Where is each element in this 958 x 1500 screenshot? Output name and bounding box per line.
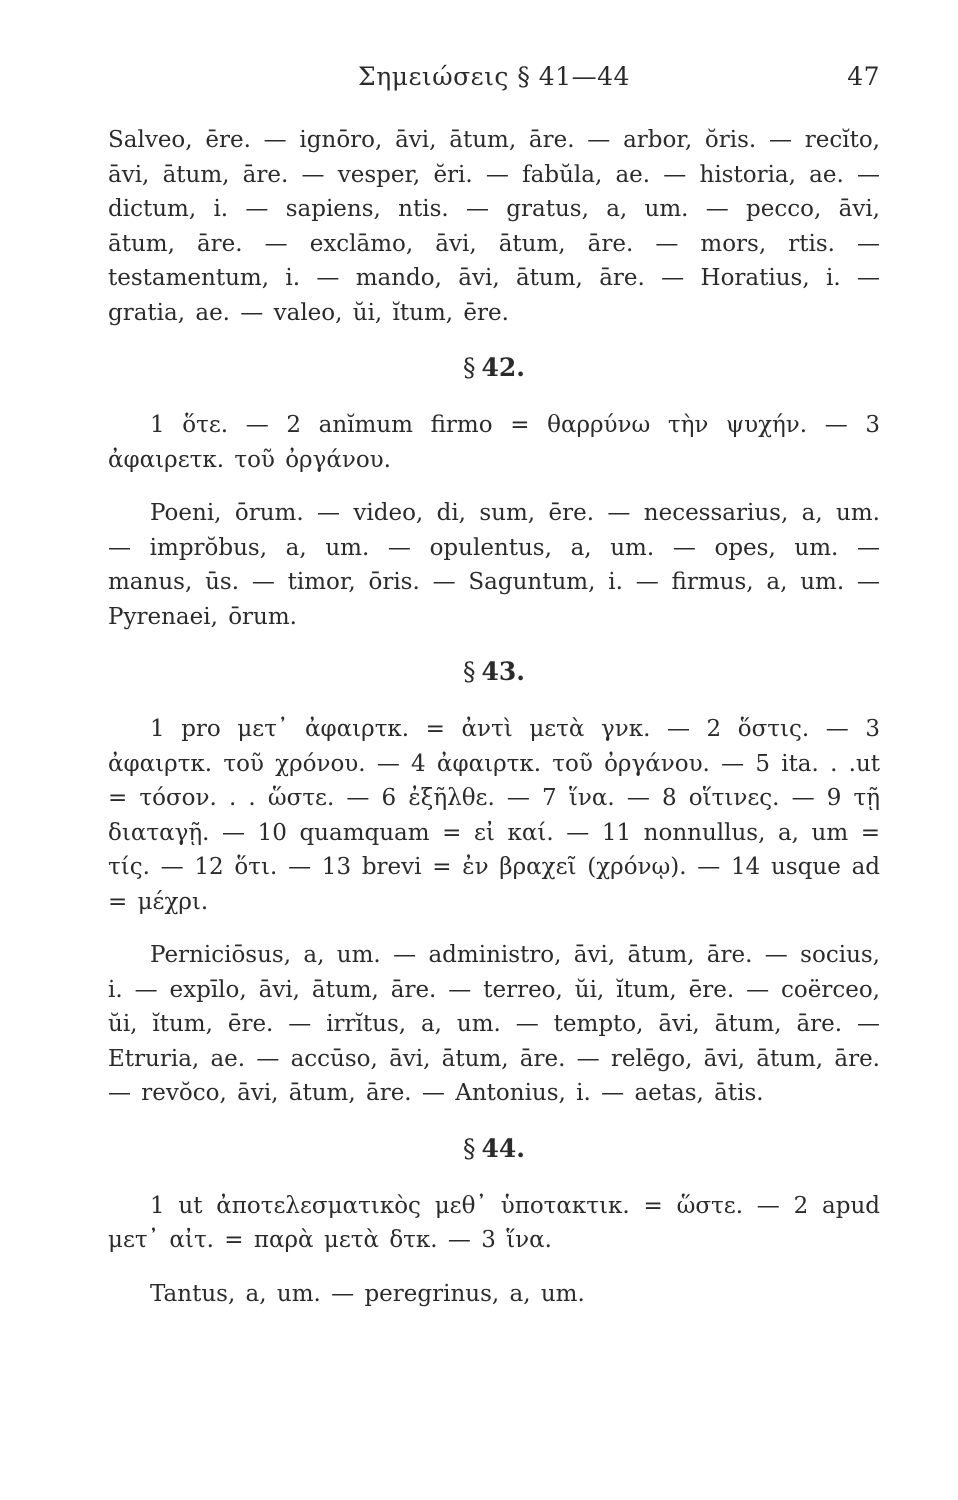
section-42-notes: 1 ὅτε. — 2 anĭmum firmo = θαρρύνω τὴν ψυχήν. — 3 ἀφαιρετκ. τοῦ ὀργάνου. — [108, 412, 880, 473]
page — [108, 60, 880, 1311]
section-43-notes: 1 pro μετ᾽ ἀφαιρτκ. = ἀντὶ μετὰ γνκ. — 2 ὅστις. — 3 ἀφαιρτκ. τοῦ χρόνου. — 4 ἀφαιρτκ. τοῦ ὀργάνου. — 5 ita. . .ut = τόσον. . . ὥστε. — 6 ἐξῆλθε. — 7 ἵνα. — 8 οἵτινες. — 9 τῇ διαταγῇ. — 10 quamquam = εἰ καί. — 11 nonnullus, a, um = τίς. — 12 ὅτι. — 13 brevi = ἐν βραχεῖ (χρόνῳ). — 14 usque ad = μέχρι. — [108, 716, 880, 915]
section-number: 44. — [481, 1133, 525, 1163]
section-42-heading — [108, 350, 880, 386]
running-head-title: Σημειώσεις § 41—44 — [358, 62, 630, 91]
running-head — [108, 60, 880, 100]
section-42-vocabulary: Poeni, ōrum. — video, di, sum, ēre. — necessarius, a, um. — imprŏbus, a, um. — opulentus, a, um. — opes, um. — manus, ūs. — timor, ōris. — Saguntum, i. — firmus, a, um. — Pyrenaei, ōrum. — [108, 500, 880, 630]
section-44-notes: 1 ut ἀποτελεσματικὸς μεθ᾽ ὑποτακτικ. = ὥστε. — 2 apud μετ᾽ αἰτ. = παρὰ μετὰ δτκ. — 3 ἵνα. — [108, 1192, 880, 1253]
section-symbol: § — [463, 657, 476, 686]
section-44-heading — [108, 1131, 880, 1167]
section-symbol: § — [463, 1133, 476, 1163]
section-symbol: § — [463, 353, 476, 382]
section-41-vocabulary: Salveo, ēre. — ignōro, āvi, ātum, āre. — arbor, ŏris. — recĭto, āvi, ātum, āre. — vesper, ĕri. — fabŭla, ae. — historia, ae. — dictum, i. — sapiens, ntis. — gratus, a, um. — pecco, āvi, ātum, āre. — exclāmo, āvi, ātum, āre. — mors, rtis. — testamentum, i. — mando, āvi, ātum, āre. — Horatius, i. — gratia, ae. — valeo, ŭi, ĭtum, ēre. — [108, 127, 880, 326]
section-number: 43. — [481, 657, 525, 686]
section-44-vocabulary: Tantus, a, um. — peregrinus, a, um. — [150, 1280, 585, 1307]
section-43-heading — [108, 654, 880, 690]
page-number: 47 — [847, 62, 880, 91]
section-43-vocabulary: Perniciōsus, a, um. — administro, āvi, ātum, āre. — socius, i. — expīlo, āvi, ātum, āre. — terreo, ŭi, ĭtum, ēre. — coërceo, ŭi, ĭtum, ēre. — irrĭtus, a, um. — tempto, āvi, ātum, āre. — Etruria, ae. — accūso, āvi, ātum, āre. — relēgo, āvi, ātum, āre. — revŏco, āvi, ātum, āre. — Antonius, i. — aetas, ātis. — [108, 942, 880, 1106]
section-number: 42. — [481, 353, 525, 382]
